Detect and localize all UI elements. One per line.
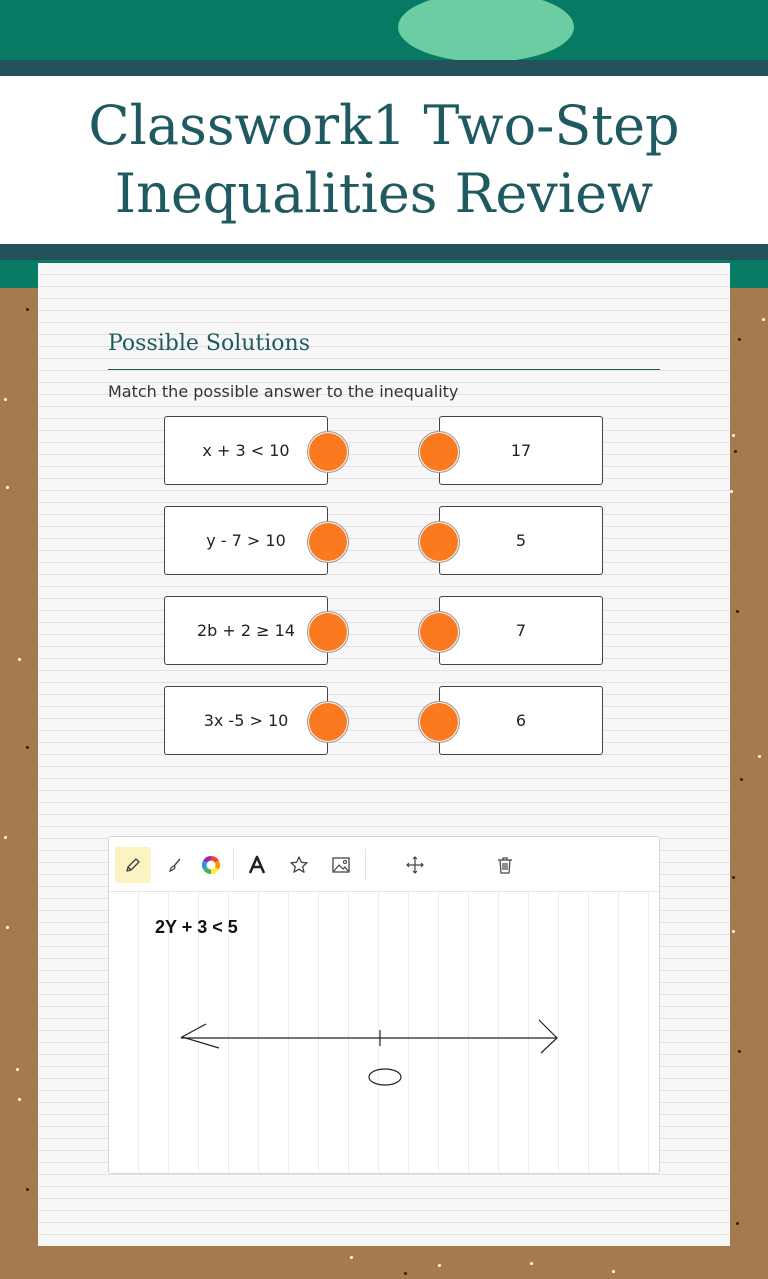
- cork-speck: [732, 434, 735, 437]
- cork-speck: [730, 490, 733, 493]
- left-match-connector[interactable]: [307, 521, 349, 563]
- cork-speck: [16, 1068, 19, 1071]
- cork-speck: [18, 658, 21, 661]
- right-match-item[interactable]: [439, 686, 603, 755]
- cork-speck: [350, 1256, 353, 1259]
- color-wheel-icon: [201, 855, 221, 875]
- canvas-text: 2Y + 3 < 5: [155, 917, 238, 937]
- cork-speck: [438, 1264, 441, 1267]
- match-item-label: 3x -5 > 10: [203, 711, 289, 730]
- cork-speck: [6, 926, 9, 929]
- left-match-item[interactable]: [164, 506, 328, 575]
- match-item-label: x + 3 < 10: [202, 441, 290, 460]
- header-strip-bottom: [0, 244, 768, 260]
- match-item-label: 6: [515, 711, 527, 730]
- title-panel: [0, 76, 768, 244]
- cork-speck: [530, 1262, 533, 1265]
- drawing-widget: [108, 836, 660, 1174]
- drawing-canvas[interactable]: [109, 892, 659, 1173]
- brush-icon: [166, 856, 184, 874]
- toolbar-divider: [233, 849, 234, 881]
- right-match-connector[interactable]: [418, 431, 460, 473]
- right-match-item[interactable]: [439, 596, 603, 665]
- text-tool-button[interactable]: [239, 847, 275, 883]
- cork-speck: [612, 1270, 615, 1273]
- pencil-tool-button[interactable]: [115, 847, 151, 883]
- cork-speck: [26, 308, 29, 311]
- number-line-sketch: [109, 892, 659, 1173]
- cork-speck: [26, 746, 29, 749]
- brush-tool-button[interactable]: [157, 847, 193, 883]
- cork-speck: [404, 1272, 407, 1275]
- worksheet-page: [38, 263, 730, 1246]
- shape-tool-button[interactable]: [281, 847, 317, 883]
- right-match-connector[interactable]: [418, 611, 460, 653]
- move-tool-button[interactable]: [397, 847, 433, 883]
- star-icon: [289, 855, 309, 875]
- cork-speck: [734, 450, 737, 453]
- move-icon: [405, 855, 425, 875]
- match-item-label: 7: [515, 621, 527, 640]
- section-divider: [108, 369, 660, 370]
- cork-speck: [740, 778, 743, 781]
- left-match-item[interactable]: [164, 686, 328, 755]
- cork-speck: [762, 318, 765, 321]
- left-match-connector[interactable]: [307, 611, 349, 653]
- left-match-connector[interactable]: [307, 431, 349, 473]
- delete-tool-button[interactable]: [487, 847, 523, 883]
- cork-speck: [26, 1188, 29, 1191]
- right-match-item[interactable]: [439, 506, 603, 575]
- left-match-item[interactable]: [164, 596, 328, 665]
- right-match-item[interactable]: [439, 416, 603, 485]
- cork-speck: [758, 755, 761, 758]
- cork-speck: [736, 610, 739, 613]
- cork-speck: [732, 876, 735, 879]
- right-match-connector[interactable]: [418, 521, 460, 563]
- cork-speck: [18, 1098, 21, 1101]
- page-title: Classwork1 Two-Step Inequalities Review: [88, 94, 680, 225]
- instruction-text: Match the possible answer to the inequality: [108, 382, 459, 401]
- pencil-icon: [124, 856, 142, 874]
- header-strip-top: [0, 60, 768, 76]
- cork-speck: [738, 338, 741, 341]
- color-tool-button[interactable]: [193, 847, 229, 883]
- match-item-label: 2b + 2 ≥ 14: [196, 621, 296, 640]
- text-icon: [247, 855, 267, 875]
- cork-speck: [6, 486, 9, 489]
- image-icon: [331, 856, 351, 874]
- cork-speck: [4, 836, 7, 839]
- cork-speck: [732, 930, 735, 933]
- image-tool-button[interactable]: [323, 847, 359, 883]
- cork-speck: [4, 398, 7, 401]
- match-item-label: y - 7 > 10: [206, 531, 286, 550]
- trash-icon: [496, 855, 514, 875]
- cork-speck: [738, 1050, 741, 1053]
- header-band: [0, 0, 768, 60]
- right-match-connector[interactable]: [418, 701, 460, 743]
- toolbar-divider: [365, 849, 366, 881]
- header-decoration: [398, 0, 574, 60]
- left-match-connector[interactable]: [307, 701, 349, 743]
- left-match-item[interactable]: [164, 416, 328, 485]
- section-title: Possible Solutions: [108, 331, 311, 356]
- match-item-label: 17: [510, 441, 532, 460]
- match-item-label: 5: [515, 531, 527, 550]
- drawing-toolbar: [109, 837, 659, 892]
- cork-speck: [736, 1222, 739, 1225]
